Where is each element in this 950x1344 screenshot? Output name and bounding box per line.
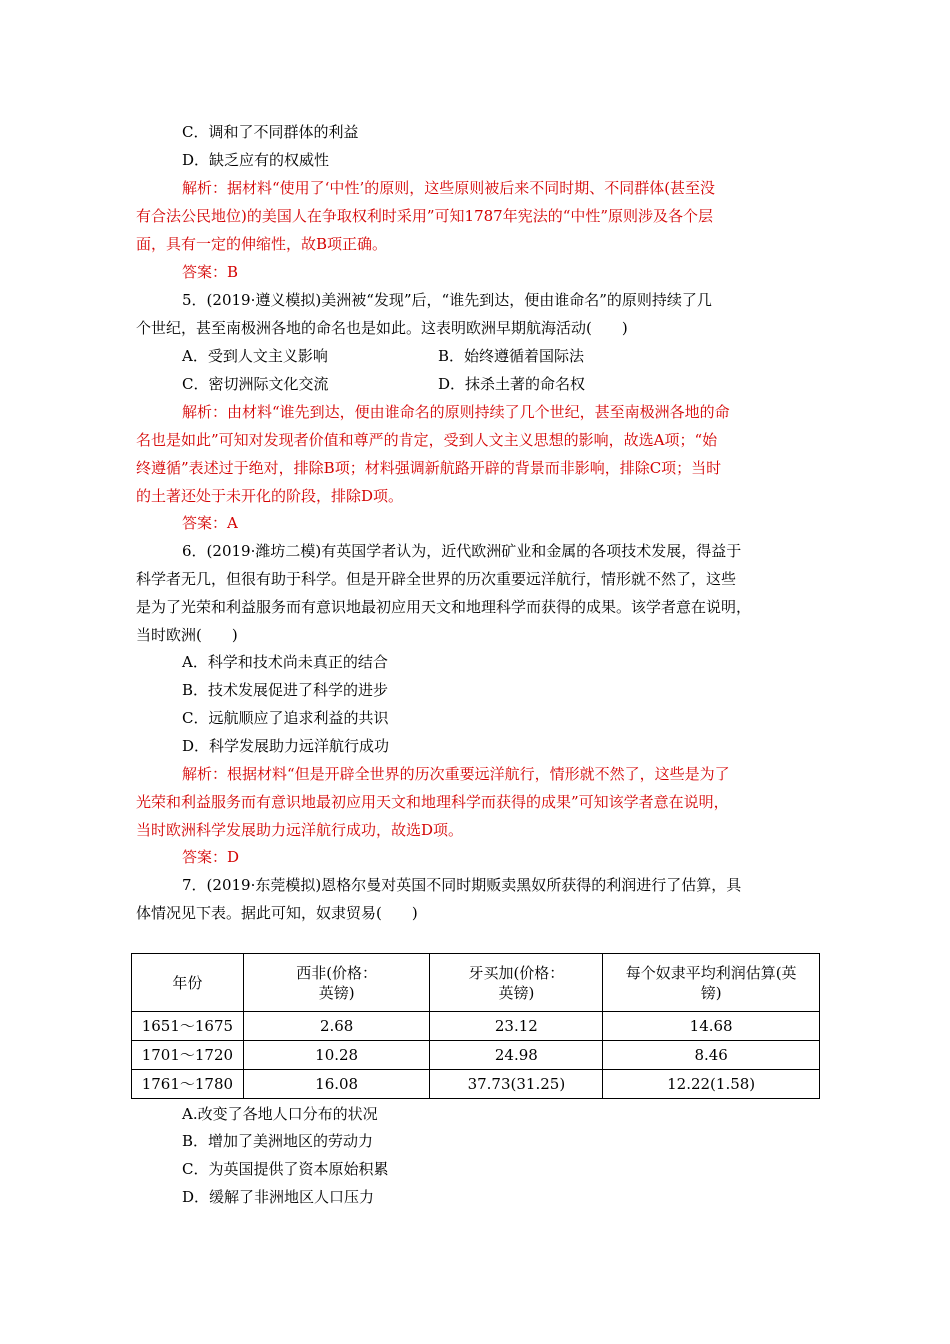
q6-option-b: B．技术发展促进了科学的进步 [182,681,389,699]
q4-analysis-line: 面，具有一定的伸缩性，故B项正确。 [136,235,388,253]
cell-average-profit: 8.46 [603,1041,820,1070]
q6-stem-line: 是为了光荣和利益服务而有意识地最初应用天文和地理科学而获得的成果。该学者意在说明， [136,598,752,616]
header-average-profit: 每个奴隶平均利润估算(英 镑) [603,954,820,1012]
cell-year: 1651～1675 [132,1012,244,1041]
q5-analysis-line: 的土著还处于未开化的阶段，排除D项。 [136,487,404,505]
header-west-africa: 西非(价格： 英镑) [243,954,430,1012]
header-jamaica: 牙买加(价格： 英镑) [430,954,603,1012]
slave-trade-profit-table [131,953,820,1099]
q4-answer: 答案：B [182,263,239,281]
q5-answer: 答案：A [182,514,238,532]
cell-year: 1701～1720 [132,1041,244,1070]
q7-option-a: A.改变了各地人口分布的状况 [182,1105,378,1123]
q6-analysis-line: 解析：根据材料“但是开辟全世界的历次重要远洋航行，情形就不然了，这些是为了 [182,765,730,783]
header-year: 年份 [132,954,244,1012]
q5-analysis-line: 解析：由材料“谁先到达，便由谁命名的原则持续了几个世纪，甚至南极洲各地的命 [182,403,730,421]
cell-jamaica: 37.73(31.25) [430,1070,603,1099]
q5-option-c: C．密切洲际文化交流 [182,375,329,393]
cell-average-profit: 14.68 [603,1012,820,1041]
cell-west-africa: 2.68 [243,1012,430,1041]
q5-option-a: A．受到人文主义影响 [182,347,328,365]
q5-stem-line: 5．(2019·遵义模拟)美洲被“发现”后，“谁先到达，便由谁命名”的原则持续了几 [182,291,712,309]
table-row [132,1041,820,1070]
q5-analysis-line: 名也是如此”可知对发现者价值和尊严的肯定，受到人文主义思想的影响，故选A项；“始 [136,431,718,449]
cell-year: 1761～1780 [132,1070,244,1099]
q6-option-a: A．科学和技术尚未真正的结合 [182,653,388,671]
q7-stem-line: 7．(2019·东莞模拟)恩格尔曼对英国不同时期贩卖黑奴所获得的利润进行了估算，具 [182,876,742,894]
q7-option-d: D．缓解了非洲地区人口压力 [182,1188,375,1206]
q7-option-b: B．增加了美洲地区的劳动力 [182,1132,374,1150]
q4-option-c: C．调和了不同群体的利益 [182,123,359,141]
q6-stem-line: 当时欧洲( ) [136,626,238,644]
q6-option-d: D．科学发展助力远洋航行成功 [182,737,390,755]
q6-stem-line: 6．(2019·潍坊二模)有英国学者认为，近代欧洲矿业和金属的各项技术发展，得益于 [182,542,742,560]
table-row [132,1070,820,1099]
table-header-row [132,954,820,1012]
cell-jamaica: 23.12 [430,1012,603,1041]
q5-option-b: B．始终遵循着国际法 [438,347,585,365]
q4-analysis-line: 解析：据材料“使用了‘中性’的原则，这些原则被后来不同时期、不同群体(甚至没 [182,179,716,197]
q6-option-c: C．远航顺应了追求利益的共识 [182,709,389,727]
cell-west-africa: 10.28 [243,1041,430,1070]
cell-jamaica: 24.98 [430,1041,603,1070]
q4-option-d: D．缺乏应有的权威性 [182,151,330,169]
q5-option-d: D．抹杀土著的命名权 [438,375,586,393]
q6-analysis-line: 当时欧洲科学发展助力远洋航行成功，故选D项。 [136,821,464,839]
q6-stem-line: 科学者无几，但很有助于科学。但是开辟全世界的历次重要远洋航行，情形就不然了，这些 [136,570,737,588]
q6-answer: 答案：D [182,848,240,866]
q7-stem-line: 体情况见下表。据此可知，奴隶贸易( ) [136,904,418,922]
q5-analysis-line: 终遵循”表述过于绝对，排除B项；材料强调新航路开辟的背景而非影响，排除C项；当时 [136,459,722,477]
q4-analysis-line: 有合法公民地位)的美国人在争取权利时采用”可知1787年宪法的“中性”原则涉及各个层 [136,207,714,225]
table-row [132,1012,820,1041]
cell-west-africa: 16.08 [243,1070,430,1099]
cell-average-profit: 12.22(1.58) [603,1070,820,1099]
q6-analysis-line: 光荣和利益服务而有意识地最初应用天文和地理科学而获得的成果”可知该学者意在说明， [136,793,729,811]
q7-option-c: C．为英国提供了资本原始积累 [182,1160,389,1178]
q5-stem-line: 个世纪，甚至南极洲各地的命名也是如此。这表明欧洲早期航海活动( ) [136,319,628,337]
